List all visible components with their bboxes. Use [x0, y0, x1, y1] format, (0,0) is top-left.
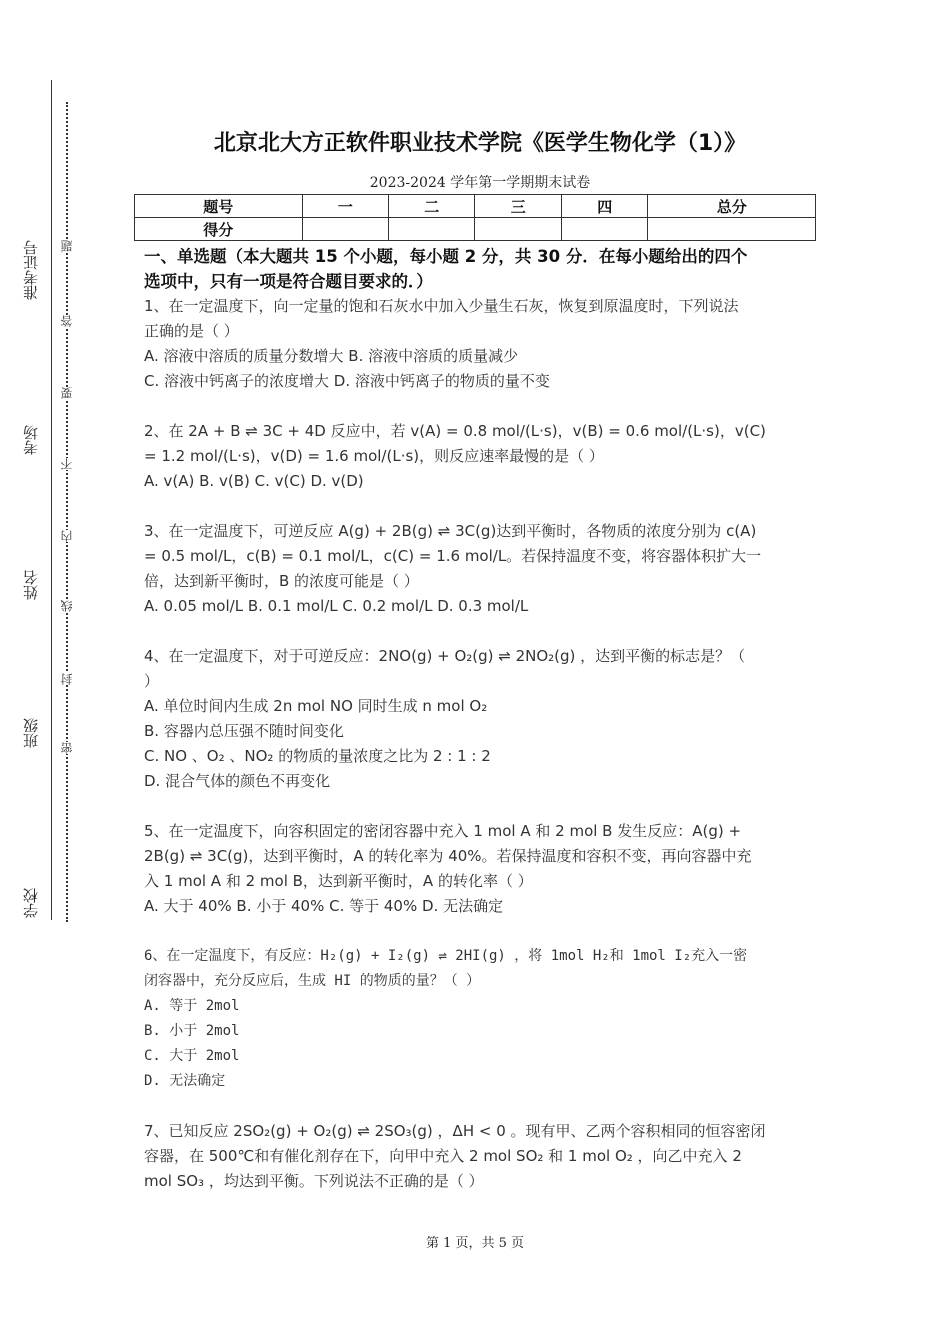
question-line: = 1.2 mol/(L·s)，v(D) = 1.6 mol/(L·s)，则反应速率最慢的是（ ）	[144, 447, 604, 465]
seal-word: 不	[60, 458, 74, 470]
exam-title: 北京北大方正软件职业技术学院《医学生物化学（1）》	[213, 131, 747, 156]
score-cell-header: 二	[388, 195, 474, 218]
seal-word: 题	[60, 240, 74, 252]
question-option: C. 溶液中钙离子的浓度增大 D. 溶液中钙离子的物质的量不变	[144, 372, 550, 390]
question-line: 正确的是（ ）	[144, 322, 239, 340]
seal-word: 要	[60, 387, 74, 399]
question-line: ）	[144, 672, 160, 690]
question-6	[144, 944, 812, 1094]
question-1	[144, 294, 812, 394]
question-5	[144, 819, 812, 919]
field-name-label: 姓名	[14, 570, 48, 600]
section-heading-line: 选项中，只有一项是符合题目要求的．）	[144, 272, 433, 291]
question-line: 6、在一定温度下，有反应：H₂(g) + I₂(g) ⇌ 2HI(g) ，将 1mol H₂和 1mol I₂充入一密	[144, 948, 748, 964]
field-exam-id-label: 准考证号	[14, 240, 48, 300]
score-cell-header: 四	[561, 195, 647, 218]
question-line: 7、已知反应 2SO₂(g) + O₂(g) ⇌ 2SO₃(g) ，ΔH < 0 。现有甲、乙两个容积相同的恒容密闭	[144, 1122, 766, 1140]
question-line: 2B(g) ⇌ 3C(g)，达到平衡时，A 的转化率为 40%。若保持温度和容积不变，再向容器中充	[144, 847, 752, 865]
question-option: C. 大于 2mol	[144, 1048, 240, 1064]
binding-margin	[14, 80, 76, 930]
score-blank-cell[interactable]	[648, 218, 816, 241]
question-line: 2、在 2A + B ⇌ 3C + 4D 反应中，若 v(A) = 0.8 mol/(L·s)，v(B) = 0.6 mol/(L·s)，v(C)	[144, 422, 766, 440]
question-line: 3、在一定温度下，可逆反应 A(g) + 2B(g) ⇌ 3C(g)达到平衡时，各物质的浓度分别为 c(A)	[144, 522, 757, 540]
question-2	[144, 419, 812, 494]
score-blank-cell[interactable]	[561, 218, 647, 241]
question-option: B. 容器内总压强不随时间变化	[144, 722, 344, 740]
score-blank-cell[interactable]	[302, 218, 388, 241]
score-table-score-row	[135, 218, 816, 241]
score-table	[134, 194, 816, 241]
seal-word: 密	[60, 742, 74, 754]
question-option: A. 溶液中溶质的质量分数增大 B. 溶液中溶质的质量减少	[144, 347, 519, 365]
question-option: D. 无法确定	[144, 1073, 226, 1089]
field-exam-room-label: 考场	[14, 425, 48, 455]
question-option: B. 小于 2mol	[144, 1023, 240, 1039]
score-cell-header: 一	[302, 195, 388, 218]
field-class-label: 班级	[14, 718, 48, 748]
question-4	[144, 644, 812, 794]
question-line: 入 1 mol A 和 2 mol B，达到新平衡时，A 的转化率（ ）	[144, 872, 533, 890]
question-line: 1、在一定温度下，向一定量的饱和石灰水中加入少量生石灰，恢复到原温度时，下列说法	[144, 297, 739, 315]
score-row-label: 得分	[135, 218, 303, 241]
question-option: A. 大于 40% B. 小于 40% C. 等于 40% D. 无法确定	[144, 897, 504, 915]
score-cell-header: 题号	[135, 195, 303, 218]
binding-solid-line	[51, 80, 52, 920]
question-7	[144, 1119, 812, 1194]
question-option: D. 混合气体的颜色不再变化	[144, 772, 331, 790]
score-blank-cell[interactable]	[475, 218, 561, 241]
section-heading-line: 一、单选题（本大题共 15 个小题，每小题 2 分，共 30 分．在每小题给出的四个	[144, 247, 748, 266]
question-line: 闭容器中，充分反应后，生成 HI 的物质的量？（ ）	[144, 973, 481, 989]
seal-word: 线	[60, 600, 74, 612]
question-option: A. 等于 2mol	[144, 998, 240, 1014]
page-number: 第 1 页，共 5 页	[425, 1236, 525, 1251]
seal-word: 封	[60, 673, 74, 685]
score-table-header-row	[135, 195, 816, 218]
question-option: A. v(A) B. v(B) C. v(C) D. v(D)	[144, 472, 364, 490]
exam-content	[144, 244, 812, 1194]
question-line: mol SO₃ ，均达到平衡。下列说法不正确的是（ ）	[144, 1172, 484, 1190]
score-cell-header: 三	[475, 195, 561, 218]
question-3	[144, 519, 812, 619]
seal-word: 答	[60, 315, 74, 327]
question-option: A. 单位时间内生成 2n mol NO 同时生成 n mol O₂	[144, 697, 488, 715]
question-option: C. NO 、O₂ 、NO₂ 的物质的量浓度之比为 2 : 1 : 2	[144, 747, 491, 765]
question-option: A. 0.05 mol/L B. 0.1 mol/L C. 0.2 mol/L D. 0.3 mol/L	[144, 597, 529, 615]
question-line: 倍，达到新平衡时，B 的浓度可能是（ ）	[144, 572, 419, 590]
question-line: = 0.5 mol/L，c(B) = 0.1 mol/L，c(C) = 1.6 mol/L。若保持温度不变，将容器体积扩大一	[144, 547, 762, 565]
score-cell-header: 总分	[648, 195, 816, 218]
exam-subtitle: 2023-2024 学年第一学期期末试卷	[369, 175, 591, 191]
binding-dotted-line	[66, 102, 68, 922]
field-school-label: 学校	[14, 888, 48, 918]
question-line: 容器，在 500℃和有催化剂存在下，向甲中充入 2 mol SO₂ 和 1 mol O₂ ，向乙中充入 2	[144, 1147, 742, 1165]
score-blank-cell[interactable]	[388, 218, 474, 241]
seal-word: 内	[60, 530, 74, 542]
question-line: 4、在一定温度下，对于可逆反应：2NO(g) + O₂(g) ⇌ 2NO₂(g) ，达到平衡的标志是？（	[144, 647, 746, 665]
question-line: 5、在一定温度下，向容积固定的密闭容器中充入 1 mol A 和 2 mol B 发生反应：A(g) +	[144, 822, 742, 840]
